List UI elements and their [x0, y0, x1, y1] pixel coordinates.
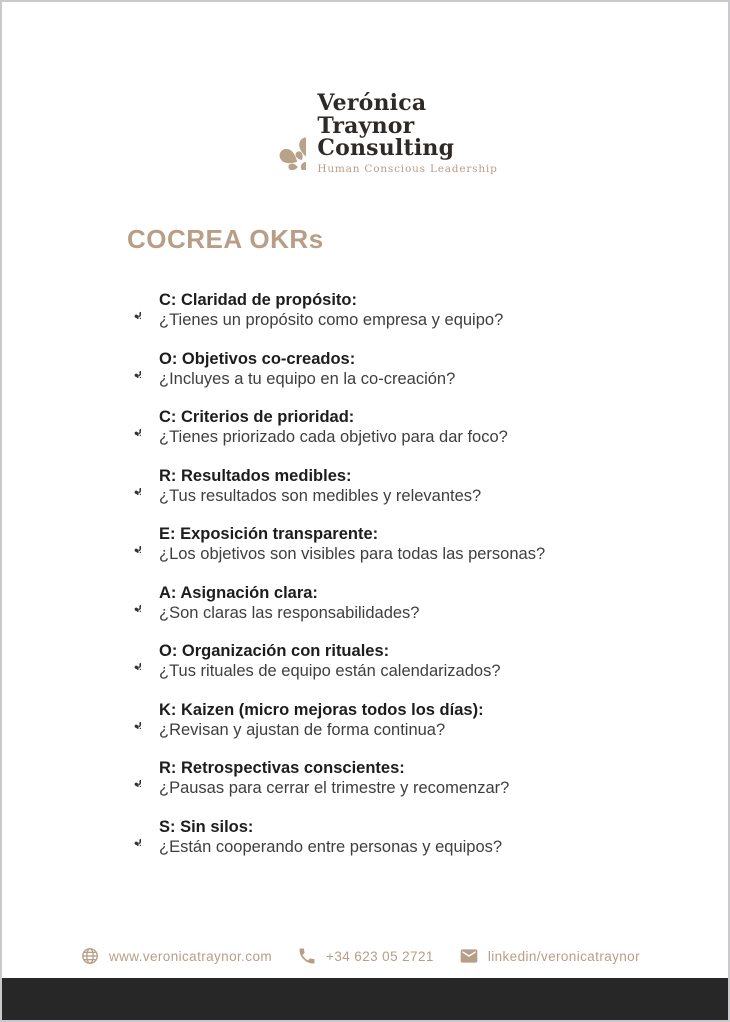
flower-bullet-icon	[123, 828, 141, 846]
item-heading: K: Kaizen (micro mejoras todos los días):	[159, 700, 484, 719]
item-question: ¿Tienes priorizado cada objetivo para dar foco?	[159, 428, 508, 446]
item-question: ¿Pausas para cerrar el trimestre y recomenzar?	[159, 779, 510, 797]
item-heading: R: Retrospectivas conscientes:	[159, 759, 405, 777]
phone-icon	[297, 946, 317, 966]
item-question: ¿Tus resultados son medibles y relevantes?	[159, 486, 482, 505]
phone-link[interactable]	[297, 946, 434, 966]
list-item-text	[159, 641, 501, 681]
brand-name-line: Verónica	[317, 90, 427, 116]
flower-bullet-icon	[123, 360, 141, 378]
brand-wordmark	[317, 90, 497, 175]
flower-bullet-icon	[123, 535, 141, 553]
list-item-text	[159, 583, 419, 623]
flower-bullet-icon	[123, 418, 141, 436]
item-heading: E: Exposición transparente:	[159, 525, 379, 543]
flower-bullet-icon	[123, 652, 141, 670]
item-heading: R: Resultados medibles:	[159, 466, 352, 485]
okr-checklist	[123, 290, 603, 875]
item-question: ¿Tienes un propósito como empresa y equipo?	[159, 311, 504, 329]
bottom-accent-bar	[2, 978, 728, 1020]
list-item	[123, 524, 603, 564]
item-question: ¿Están cooperando entre personas y equipos?	[159, 837, 503, 856]
flower-logo-icon	[232, 90, 306, 170]
list-item-text	[159, 407, 508, 447]
list-item	[123, 758, 603, 798]
item-heading: O: Organización con rituales:	[159, 642, 390, 660]
item-question: ¿Incluyes a tu equipo en la co-creación?	[159, 369, 456, 388]
globe-icon	[80, 946, 100, 966]
phone-label: +34 623 05 2721	[326, 948, 434, 964]
list-item	[123, 466, 603, 506]
brand-name-line: Consulting	[317, 135, 455, 161]
list-item-text	[159, 349, 455, 389]
item-question: ¿Revisan y ajustan de forma continua?	[159, 720, 446, 739]
linkedin-link[interactable]	[459, 946, 640, 966]
list-item-text	[159, 524, 545, 564]
page-title: COCREA OKRs	[127, 224, 324, 254]
item-heading: A: Asignación clara:	[159, 583, 318, 602]
list-item	[123, 583, 603, 623]
flower-bullet-icon	[123, 711, 141, 729]
list-item	[123, 641, 603, 681]
flower-bullet-icon	[123, 594, 141, 612]
item-heading: S: Sin silos:	[159, 817, 254, 836]
list-item-text	[159, 700, 484, 740]
brand-name-line: Traynor	[317, 112, 415, 139]
list-item	[123, 407, 603, 447]
list-item	[123, 700, 603, 740]
list-item-text	[159, 466, 481, 506]
website-label: www.veronicatraynor.com	[109, 948, 273, 964]
item-heading: O: Objetivos co-creados:	[159, 349, 356, 368]
flower-bullet-icon	[123, 769, 141, 787]
website-link[interactable]	[80, 946, 272, 966]
item-question: ¿Tus rituales de equipo están calendarizados?	[159, 662, 501, 680]
envelope-icon	[459, 946, 479, 966]
linkedin-label: linkedin/veronicatraynor	[487, 948, 640, 964]
flower-bullet-icon	[123, 301, 141, 319]
item-heading: C: Criterios de prioridad:	[159, 408, 355, 426]
item-question: ¿Los objetivos son visibles para todas las personas?	[159, 545, 546, 563]
footer-contact-bar	[2, 946, 728, 966]
item-heading: C: Claridad de propósito:	[159, 291, 357, 309]
list-item-text	[159, 817, 502, 857]
item-question: ¿Son claras las responsabilidades?	[159, 603, 420, 622]
brand-logo	[2, 90, 728, 175]
list-item	[123, 817, 603, 857]
flower-bullet-icon	[123, 477, 141, 495]
list-item	[123, 290, 603, 330]
list-item	[123, 349, 603, 389]
brand-tagline: Human Conscious Leadership	[317, 162, 498, 175]
list-item-text	[159, 758, 509, 798]
list-item-text	[159, 290, 503, 330]
